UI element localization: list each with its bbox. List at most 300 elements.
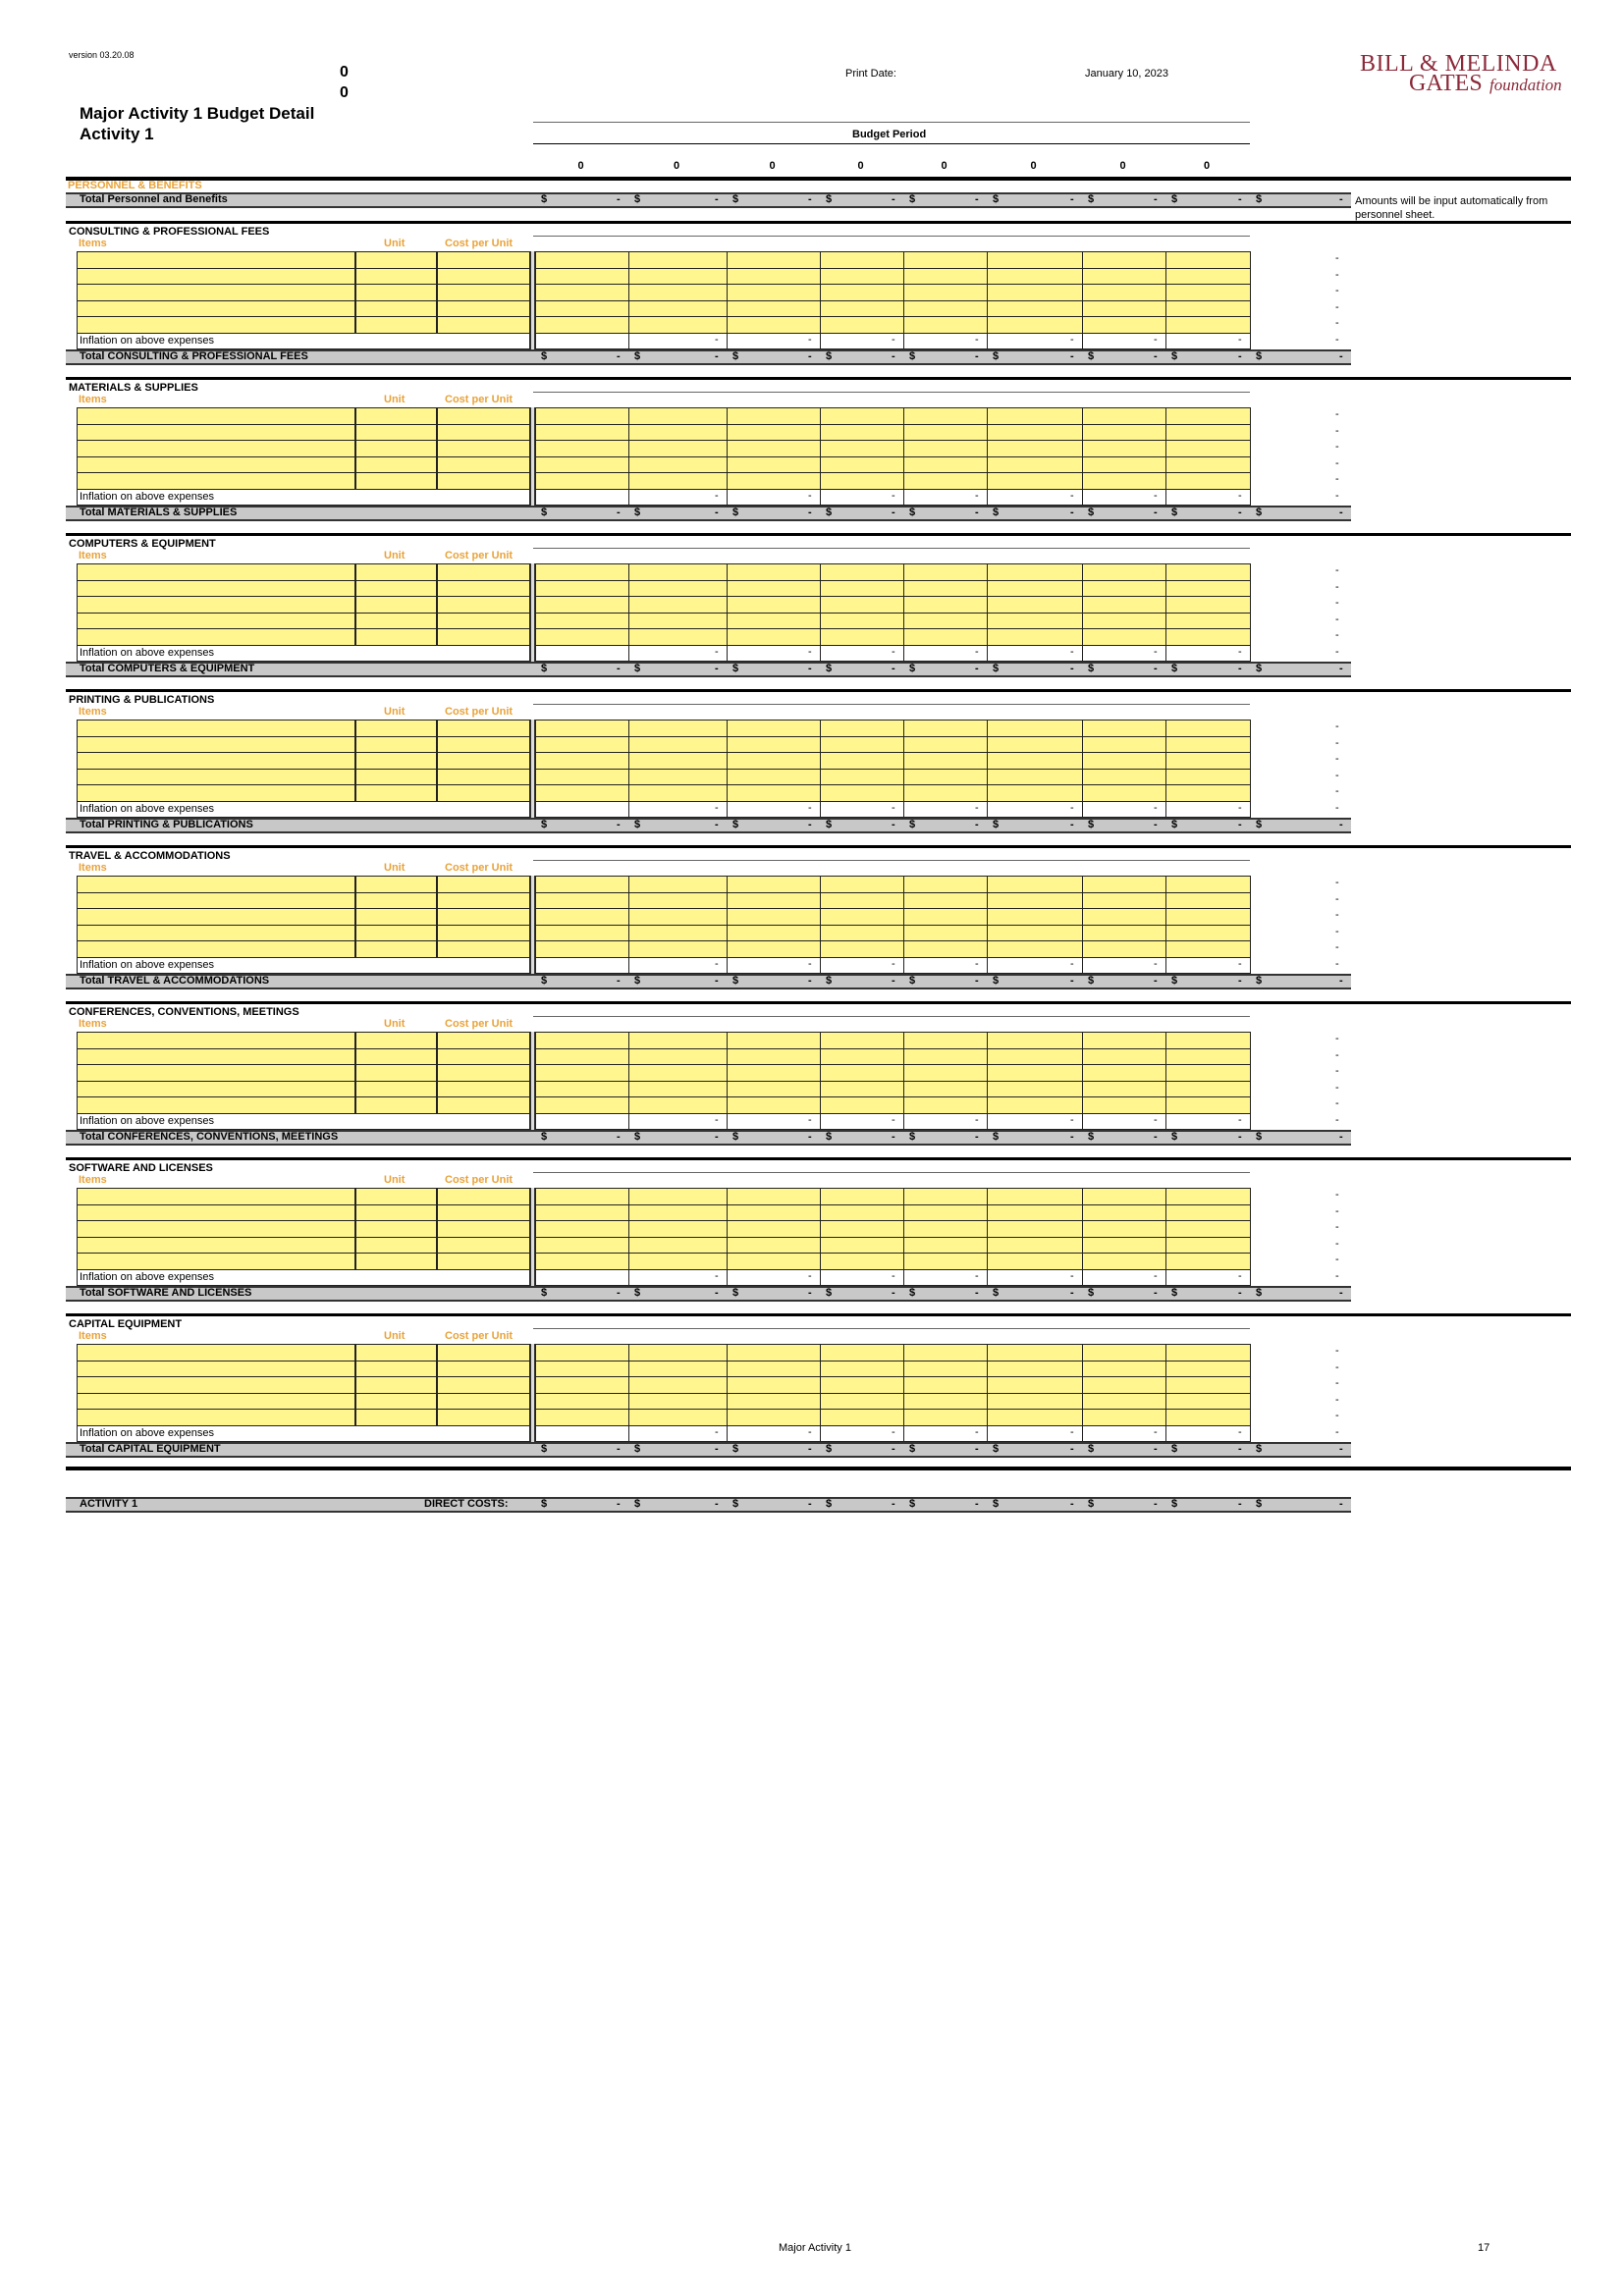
item-input[interactable]: [77, 456, 355, 474]
period-amount-input[interactable]: [535, 1032, 629, 1049]
item-input[interactable]: [77, 1220, 355, 1238]
unit-input[interactable]: [355, 251, 437, 269]
period-amount-input[interactable]: [987, 720, 1083, 737]
cost-per-unit-input[interactable]: [437, 316, 530, 334]
cost-per-unit-input[interactable]: [437, 1096, 530, 1114]
unit-input[interactable]: [355, 1253, 437, 1270]
period-amount-input[interactable]: [727, 596, 821, 614]
period-amount-input[interactable]: [903, 769, 988, 786]
period-amount-input[interactable]: [820, 628, 904, 646]
item-input[interactable]: [77, 563, 355, 581]
period-amount-input[interactable]: [628, 284, 728, 301]
unit-input[interactable]: [355, 1220, 437, 1238]
period-amount-input[interactable]: [820, 720, 904, 737]
item-input[interactable]: [77, 876, 355, 893]
period-amount-input[interactable]: [1082, 440, 1166, 457]
period-amount-input[interactable]: [903, 1393, 988, 1411]
period-amount-input[interactable]: [1082, 1237, 1166, 1255]
period-amount-input[interactable]: [903, 784, 988, 802]
period-amount-input[interactable]: [535, 563, 629, 581]
period-amount-input[interactable]: [903, 440, 988, 457]
unit-input[interactable]: [355, 892, 437, 910]
period-amount-input[interactable]: [727, 784, 821, 802]
cost-per-unit-input[interactable]: [437, 563, 530, 581]
cost-per-unit-input[interactable]: [437, 440, 530, 457]
item-input[interactable]: [77, 940, 355, 958]
period-amount-input[interactable]: [1165, 876, 1251, 893]
period-amount-input[interactable]: [535, 596, 629, 614]
period-amount-input[interactable]: [903, 300, 988, 318]
period-amount-input[interactable]: [987, 407, 1083, 425]
period-amount-input[interactable]: [628, 1361, 728, 1378]
period-amount-input[interactable]: [1082, 1064, 1166, 1082]
cost-per-unit-input[interactable]: [437, 1409, 530, 1426]
item-input[interactable]: [77, 300, 355, 318]
period-amount-input[interactable]: [727, 1048, 821, 1066]
unit-input[interactable]: [355, 407, 437, 425]
cost-per-unit-input[interactable]: [437, 1048, 530, 1066]
period-amount-input[interactable]: [535, 892, 629, 910]
period-amount-input[interactable]: [535, 1409, 629, 1426]
item-input[interactable]: [77, 1032, 355, 1049]
period-amount-input[interactable]: [628, 300, 728, 318]
period-amount-input[interactable]: [535, 784, 629, 802]
period-amount-input[interactable]: [1082, 456, 1166, 474]
period-amount-input[interactable]: [1165, 472, 1251, 490]
period-amount-input[interactable]: [987, 300, 1083, 318]
period-amount-input[interactable]: [1082, 940, 1166, 958]
period-amount-input[interactable]: [820, 300, 904, 318]
period-amount-input[interactable]: [903, 908, 988, 926]
period-amount-input[interactable]: [903, 251, 988, 269]
period-amount-input[interactable]: [903, 892, 988, 910]
period-amount-input[interactable]: [1165, 424, 1251, 442]
period-amount-input[interactable]: [1165, 613, 1251, 630]
period-amount-input[interactable]: [535, 472, 629, 490]
period-amount-input[interactable]: [987, 580, 1083, 598]
unit-input[interactable]: [355, 300, 437, 318]
item-input[interactable]: [77, 1253, 355, 1270]
item-input[interactable]: [77, 1344, 355, 1362]
period-amount-input[interactable]: [535, 1096, 629, 1114]
period-amount-input[interactable]: [903, 596, 988, 614]
item-input[interactable]: [77, 1048, 355, 1066]
period-amount-input[interactable]: [1082, 596, 1166, 614]
period-amount-input[interactable]: [535, 876, 629, 893]
period-amount-input[interactable]: [535, 940, 629, 958]
unit-input[interactable]: [355, 1048, 437, 1066]
period-amount-input[interactable]: [987, 892, 1083, 910]
item-input[interactable]: [77, 1393, 355, 1411]
period-amount-input[interactable]: [535, 407, 629, 425]
period-amount-input[interactable]: [903, 1081, 988, 1098]
period-amount-input[interactable]: [820, 1393, 904, 1411]
item-input[interactable]: [77, 1081, 355, 1098]
period-amount-input[interactable]: [820, 1081, 904, 1098]
period-amount-input[interactable]: [820, 876, 904, 893]
cost-per-unit-input[interactable]: [437, 284, 530, 301]
period-amount-input[interactable]: [1165, 925, 1251, 942]
period-amount-input[interactable]: [820, 1188, 904, 1205]
period-amount-input[interactable]: [820, 1096, 904, 1114]
period-amount-input[interactable]: [1165, 769, 1251, 786]
period-amount-input[interactable]: [1165, 1220, 1251, 1238]
item-input[interactable]: [77, 596, 355, 614]
item-input[interactable]: [77, 720, 355, 737]
period-amount-input[interactable]: [1082, 472, 1166, 490]
period-amount-input[interactable]: [727, 1220, 821, 1238]
period-amount-input[interactable]: [987, 769, 1083, 786]
period-amount-input[interactable]: [628, 456, 728, 474]
period-amount-input[interactable]: [727, 1032, 821, 1049]
period-amount-input[interactable]: [903, 268, 988, 286]
period-amount-input[interactable]: [903, 563, 988, 581]
unit-input[interactable]: [355, 1376, 437, 1394]
period-amount-input[interactable]: [1082, 1081, 1166, 1098]
period-amount-input[interactable]: [987, 284, 1083, 301]
period-amount-input[interactable]: [1082, 1376, 1166, 1394]
period-amount-input[interactable]: [535, 720, 629, 737]
cost-per-unit-input[interactable]: [437, 908, 530, 926]
unit-input[interactable]: [355, 1064, 437, 1082]
period-amount-input[interactable]: [820, 1204, 904, 1222]
period-amount-input[interactable]: [987, 925, 1083, 942]
cost-per-unit-input[interactable]: [437, 1032, 530, 1049]
item-input[interactable]: [77, 316, 355, 334]
period-amount-input[interactable]: [903, 316, 988, 334]
period-amount-input[interactable]: [535, 300, 629, 318]
item-input[interactable]: [77, 769, 355, 786]
unit-input[interactable]: [355, 440, 437, 457]
period-amount-input[interactable]: [628, 1081, 728, 1098]
period-amount-input[interactable]: [727, 769, 821, 786]
period-amount-input[interactable]: [727, 1409, 821, 1426]
period-amount-input[interactable]: [1165, 596, 1251, 614]
period-amount-input[interactable]: [1082, 628, 1166, 646]
item-input[interactable]: [77, 1096, 355, 1114]
period-amount-input[interactable]: [727, 908, 821, 926]
period-amount-input[interactable]: [628, 1220, 728, 1238]
period-amount-input[interactable]: [727, 268, 821, 286]
period-amount-input[interactable]: [820, 940, 904, 958]
period-amount-input[interactable]: [987, 440, 1083, 457]
unit-input[interactable]: [355, 613, 437, 630]
period-amount-input[interactable]: [535, 456, 629, 474]
period-amount-input[interactable]: [820, 1032, 904, 1049]
period-amount-input[interactable]: [1165, 1409, 1251, 1426]
period-amount-input[interactable]: [903, 407, 988, 425]
item-input[interactable]: [77, 784, 355, 802]
period-amount-input[interactable]: [628, 1237, 728, 1255]
unit-input[interactable]: [355, 580, 437, 598]
item-input[interactable]: [77, 613, 355, 630]
period-amount-input[interactable]: [987, 908, 1083, 926]
cost-per-unit-input[interactable]: [437, 424, 530, 442]
unit-input[interactable]: [355, 940, 437, 958]
period-amount-input[interactable]: [1082, 613, 1166, 630]
period-amount-input[interactable]: [1082, 1204, 1166, 1222]
period-amount-input[interactable]: [535, 769, 629, 786]
period-amount-input[interactable]: [1165, 300, 1251, 318]
period-amount-input[interactable]: [628, 876, 728, 893]
period-amount-input[interactable]: [1165, 1344, 1251, 1362]
item-input[interactable]: [77, 1204, 355, 1222]
period-amount-input[interactable]: [903, 472, 988, 490]
period-amount-input[interactable]: [820, 284, 904, 301]
item-input[interactable]: [77, 925, 355, 942]
period-amount-input[interactable]: [820, 1048, 904, 1066]
period-amount-input[interactable]: [903, 284, 988, 301]
period-amount-input[interactable]: [727, 472, 821, 490]
unit-input[interactable]: [355, 268, 437, 286]
period-amount-input[interactable]: [628, 596, 728, 614]
item-input[interactable]: [77, 736, 355, 754]
period-amount-input[interactable]: [727, 563, 821, 581]
item-input[interactable]: [77, 1237, 355, 1255]
period-amount-input[interactable]: [820, 1361, 904, 1378]
period-amount-input[interactable]: [535, 1081, 629, 1098]
unit-input[interactable]: [355, 925, 437, 942]
period-amount-input[interactable]: [820, 251, 904, 269]
period-amount-input[interactable]: [628, 1376, 728, 1394]
period-amount-input[interactable]: [535, 752, 629, 770]
period-amount-input[interactable]: [903, 613, 988, 630]
cost-per-unit-input[interactable]: [437, 940, 530, 958]
cost-per-unit-input[interactable]: [437, 1081, 530, 1098]
period-amount-input[interactable]: [535, 908, 629, 926]
period-amount-input[interactable]: [903, 580, 988, 598]
period-amount-input[interactable]: [987, 940, 1083, 958]
period-amount-input[interactable]: [535, 1188, 629, 1205]
cost-per-unit-input[interactable]: [437, 769, 530, 786]
period-amount-input[interactable]: [628, 1188, 728, 1205]
cost-per-unit-input[interactable]: [437, 1220, 530, 1238]
item-input[interactable]: [77, 628, 355, 646]
period-amount-input[interactable]: [535, 284, 629, 301]
period-amount-input[interactable]: [628, 752, 728, 770]
period-amount-input[interactable]: [903, 752, 988, 770]
item-input[interactable]: [77, 892, 355, 910]
period-amount-input[interactable]: [1082, 300, 1166, 318]
period-amount-input[interactable]: [903, 940, 988, 958]
period-amount-input[interactable]: [820, 752, 904, 770]
unit-input[interactable]: [355, 752, 437, 770]
period-amount-input[interactable]: [987, 1204, 1083, 1222]
period-amount-input[interactable]: [1165, 284, 1251, 301]
unit-input[interactable]: [355, 1096, 437, 1114]
period-amount-input[interactable]: [1082, 784, 1166, 802]
period-amount-input[interactable]: [820, 892, 904, 910]
item-input[interactable]: [77, 908, 355, 926]
cost-per-unit-input[interactable]: [437, 1361, 530, 1378]
period-amount-input[interactable]: [628, 251, 728, 269]
cost-per-unit-input[interactable]: [437, 628, 530, 646]
period-amount-input[interactable]: [1165, 940, 1251, 958]
period-amount-input[interactable]: [727, 752, 821, 770]
period-amount-input[interactable]: [987, 1096, 1083, 1114]
period-amount-input[interactable]: [727, 892, 821, 910]
period-amount-input[interactable]: [1165, 1204, 1251, 1222]
period-amount-input[interactable]: [820, 613, 904, 630]
period-amount-input[interactable]: [727, 628, 821, 646]
item-input[interactable]: [77, 752, 355, 770]
item-input[interactable]: [77, 424, 355, 442]
period-amount-input[interactable]: [1165, 456, 1251, 474]
period-amount-input[interactable]: [987, 456, 1083, 474]
period-amount-input[interactable]: [535, 251, 629, 269]
period-amount-input[interactable]: [987, 316, 1083, 334]
period-amount-input[interactable]: [628, 316, 728, 334]
period-amount-input[interactable]: [1082, 1344, 1166, 1362]
period-amount-input[interactable]: [727, 316, 821, 334]
period-amount-input[interactable]: [1082, 1361, 1166, 1378]
period-amount-input[interactable]: [903, 1048, 988, 1066]
cost-per-unit-input[interactable]: [437, 736, 530, 754]
unit-input[interactable]: [355, 596, 437, 614]
period-amount-input[interactable]: [628, 1204, 728, 1222]
period-amount-input[interactable]: [820, 736, 904, 754]
period-amount-input[interactable]: [820, 580, 904, 598]
period-amount-input[interactable]: [727, 1237, 821, 1255]
period-amount-input[interactable]: [1165, 736, 1251, 754]
period-amount-input[interactable]: [1165, 892, 1251, 910]
cost-per-unit-input[interactable]: [437, 784, 530, 802]
unit-input[interactable]: [355, 1393, 437, 1411]
period-amount-input[interactable]: [1082, 580, 1166, 598]
period-amount-input[interactable]: [628, 1344, 728, 1362]
period-amount-input[interactable]: [987, 472, 1083, 490]
period-amount-input[interactable]: [535, 1393, 629, 1411]
period-amount-input[interactable]: [727, 925, 821, 942]
period-amount-input[interactable]: [727, 456, 821, 474]
period-amount-input[interactable]: [535, 1064, 629, 1082]
period-amount-input[interactable]: [987, 1220, 1083, 1238]
period-amount-input[interactable]: [1082, 1409, 1166, 1426]
cost-per-unit-input[interactable]: [437, 407, 530, 425]
period-amount-input[interactable]: [628, 720, 728, 737]
period-amount-input[interactable]: [535, 925, 629, 942]
period-amount-input[interactable]: [628, 1032, 728, 1049]
period-amount-input[interactable]: [727, 1204, 821, 1222]
unit-input[interactable]: [355, 628, 437, 646]
cost-per-unit-input[interactable]: [437, 613, 530, 630]
period-amount-input[interactable]: [820, 1237, 904, 1255]
cost-per-unit-input[interactable]: [437, 456, 530, 474]
item-input[interactable]: [77, 407, 355, 425]
period-amount-input[interactable]: [1165, 1188, 1251, 1205]
period-amount-input[interactable]: [1165, 1096, 1251, 1114]
unit-input[interactable]: [355, 1032, 437, 1049]
cost-per-unit-input[interactable]: [437, 925, 530, 942]
period-amount-input[interactable]: [628, 563, 728, 581]
period-amount-input[interactable]: [535, 736, 629, 754]
cost-per-unit-input[interactable]: [437, 1376, 530, 1394]
period-amount-input[interactable]: [1082, 1096, 1166, 1114]
unit-input[interactable]: [355, 1409, 437, 1426]
period-amount-input[interactable]: [987, 424, 1083, 442]
period-amount-input[interactable]: [820, 784, 904, 802]
period-amount-input[interactable]: [628, 1096, 728, 1114]
period-amount-input[interactable]: [535, 580, 629, 598]
period-amount-input[interactable]: [628, 1048, 728, 1066]
period-amount-input[interactable]: [903, 1064, 988, 1082]
period-amount-input[interactable]: [628, 613, 728, 630]
period-amount-input[interactable]: [1082, 908, 1166, 926]
period-amount-input[interactable]: [1165, 268, 1251, 286]
period-amount-input[interactable]: [820, 472, 904, 490]
period-amount-input[interactable]: [727, 1376, 821, 1394]
unit-input[interactable]: [355, 1237, 437, 1255]
cost-per-unit-input[interactable]: [437, 752, 530, 770]
item-input[interactable]: [77, 251, 355, 269]
period-amount-input[interactable]: [820, 268, 904, 286]
unit-input[interactable]: [355, 1188, 437, 1205]
period-amount-input[interactable]: [1165, 1032, 1251, 1049]
period-amount-input[interactable]: [820, 407, 904, 425]
period-amount-input[interactable]: [987, 1188, 1083, 1205]
period-amount-input[interactable]: [727, 1081, 821, 1098]
period-amount-input[interactable]: [535, 613, 629, 630]
period-amount-input[interactable]: [628, 628, 728, 646]
period-amount-input[interactable]: [987, 1409, 1083, 1426]
period-amount-input[interactable]: [1165, 440, 1251, 457]
period-amount-input[interactable]: [1082, 407, 1166, 425]
period-amount-input[interactable]: [628, 580, 728, 598]
period-amount-input[interactable]: [628, 424, 728, 442]
period-amount-input[interactable]: [1165, 1253, 1251, 1270]
cost-per-unit-input[interactable]: [437, 596, 530, 614]
period-amount-input[interactable]: [903, 1220, 988, 1238]
cost-per-unit-input[interactable]: [437, 1237, 530, 1255]
unit-input[interactable]: [355, 1204, 437, 1222]
period-amount-input[interactable]: [987, 1237, 1083, 1255]
period-amount-input[interactable]: [1165, 407, 1251, 425]
period-amount-input[interactable]: [820, 563, 904, 581]
unit-input[interactable]: [355, 284, 437, 301]
period-amount-input[interactable]: [1165, 1376, 1251, 1394]
period-amount-input[interactable]: [535, 316, 629, 334]
period-amount-input[interactable]: [1082, 925, 1166, 942]
period-amount-input[interactable]: [820, 456, 904, 474]
item-input[interactable]: [77, 1376, 355, 1394]
item-input[interactable]: [77, 472, 355, 490]
period-amount-input[interactable]: [1165, 752, 1251, 770]
period-amount-input[interactable]: [535, 424, 629, 442]
period-amount-input[interactable]: [820, 1344, 904, 1362]
period-amount-input[interactable]: [727, 613, 821, 630]
period-amount-input[interactable]: [820, 1376, 904, 1394]
cost-per-unit-input[interactable]: [437, 1393, 530, 1411]
period-amount-input[interactable]: [987, 563, 1083, 581]
period-amount-input[interactable]: [987, 1344, 1083, 1362]
period-amount-input[interactable]: [820, 440, 904, 457]
period-amount-input[interactable]: [1082, 316, 1166, 334]
period-amount-input[interactable]: [987, 736, 1083, 754]
cost-per-unit-input[interactable]: [437, 580, 530, 598]
period-amount-input[interactable]: [628, 736, 728, 754]
period-amount-input[interactable]: [1082, 876, 1166, 893]
period-amount-input[interactable]: [987, 1393, 1083, 1411]
cost-per-unit-input[interactable]: [437, 1204, 530, 1222]
period-amount-input[interactable]: [535, 1253, 629, 1270]
period-amount-input[interactable]: [628, 769, 728, 786]
cost-per-unit-input[interactable]: [437, 268, 530, 286]
period-amount-input[interactable]: [727, 720, 821, 737]
period-amount-input[interactable]: [535, 268, 629, 286]
period-amount-input[interactable]: [535, 1361, 629, 1378]
period-amount-input[interactable]: [1165, 1048, 1251, 1066]
period-amount-input[interactable]: [987, 1048, 1083, 1066]
